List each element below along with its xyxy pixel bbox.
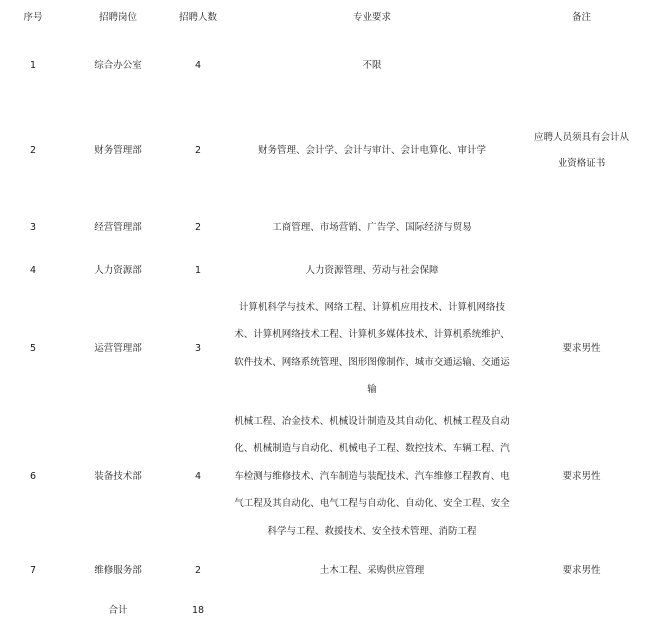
cell-position: 经营管理部 [94, 221, 142, 233]
total-count: 18 [191, 605, 205, 616]
cell-position: 财务管理部 [94, 145, 142, 156]
table-row [0, 548, 645, 593]
table-row [0, 35, 645, 95]
cell-major: 不限 [362, 59, 382, 71]
cell-major: 机械工程、冶金技术、机械设计制造及其自动化、机械工程及自动化、机械制造与自动化、机械电子工程、数控技术、车辆工程、汽车检测与维修技术、汽车制造与装配技术、汽车维修工程教育、电气工程及其自动化、电气工程与自动化、自动化、安全工程、安全科学与工程、救援技术、安全技术管理、消防工程 [234, 415, 510, 537]
cell-seq: 6 [29, 471, 37, 482]
cell-seq: 4 [29, 264, 37, 276]
cell-note: 要求男性 [562, 343, 601, 354]
cell-note [518, 35, 645, 95]
cell-note: 要求男性 [562, 471, 601, 482]
header-major: 专业要求 [352, 12, 391, 23]
cell-count: 4 [194, 59, 202, 71]
cell-major: 计算机科学与技术、网络工程、计算机应用技术、计算机网络技术、计算机网络技术工程、计算机多媒体技术、计算机系统维护、软件技术、网络系统管理、图形图像制作、城市交通运输、交通运输 [234, 301, 510, 395]
cell-seq: 5 [29, 343, 37, 354]
cell-count: 4 [194, 471, 202, 482]
cell-note [518, 206, 645, 248]
cell-count: 2 [194, 145, 202, 156]
cell-seq: 7 [29, 565, 37, 576]
cell-position: 装备技术部 [94, 471, 142, 482]
cell-count: 2 [194, 221, 202, 233]
header-seq: 序号 [23, 12, 43, 23]
cell-seq: 3 [29, 221, 37, 233]
total-label: 合计 [108, 605, 128, 616]
table-row [0, 405, 645, 548]
cell-major: 人力资源管理、劳动与社会保障 [305, 264, 439, 276]
table-row [0, 292, 645, 405]
cell-position: 运营管理部 [94, 343, 142, 354]
table-row [0, 206, 645, 248]
cell-major: 工商管理、市场营销、广告学、国际经济与贸易 [272, 221, 472, 233]
cell-count: 3 [194, 343, 202, 354]
header-count: 招聘人数 [178, 12, 217, 23]
cell-major: 土木工程、采购供应管理 [319, 565, 425, 576]
table-row [0, 95, 645, 206]
cell-count: 2 [194, 565, 202, 576]
cell-position: 人力资源部 [94, 264, 142, 276]
cell-seq: 2 [29, 145, 37, 156]
cell-note: 应聘人员须具有会计从业资格证书 [533, 131, 629, 169]
header-position: 招聘岗位 [98, 12, 137, 23]
cell-note [518, 248, 645, 292]
table-header-row [0, 0, 645, 35]
header-note: 备注 [571, 12, 591, 23]
cell-position: 维修服务部 [94, 565, 142, 576]
cell-seq: 1 [29, 59, 37, 71]
cell-note: 要求男性 [562, 565, 601, 576]
cell-major: 财务管理、会计学、会计与审计、会计电算化、审计学 [257, 145, 486, 156]
cell-count: 1 [194, 264, 202, 276]
cell-position: 综合办公室 [94, 59, 142, 71]
table-row [0, 248, 645, 292]
table-total-row [0, 593, 645, 628]
